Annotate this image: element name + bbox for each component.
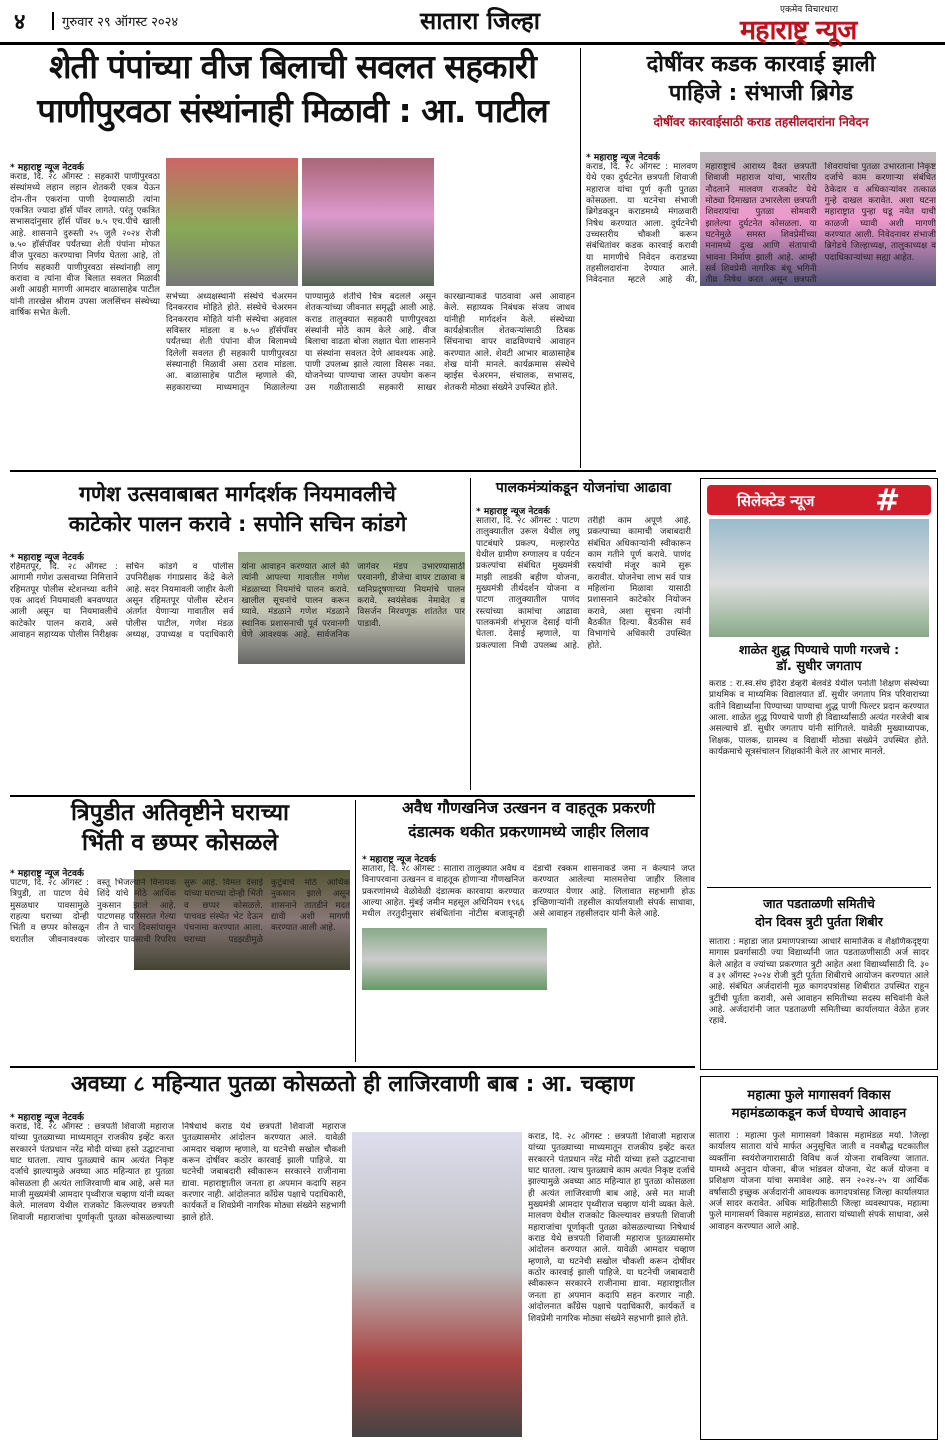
paper-tagline: एकमेव विचारधारा bbox=[780, 5, 839, 15]
byline: * महाराष्ट्र न्यूज नेटवर्क bbox=[10, 163, 84, 173]
byline: * महाराष्ट्र न्यूज नेटवर्क bbox=[476, 507, 550, 517]
headline-line-2: काटेकोर पालन करावे : सपोनि सचिन कांडगे bbox=[68, 512, 407, 537]
headline-line-2: दंडात्मक थकीत प्रकरणामध्ये जाहीर लिलाव bbox=[408, 822, 649, 841]
byline: * महाराष्ट्र न्यूज नेटवर्क bbox=[362, 855, 436, 865]
article-2-body: कराड, दि. २८ ऑगस्ट : मालवण येथे एका दुर्घटनेत छत्रपती शिवाजी महाराज यांचा पूर्ण कृती पुतळा कोसळला. या घटनेचा संभाजी ब्रिगेडकडून कराडमध्ये मंगळवारी निषेध करण्यात आला. दुर्घटनेची उच्चस्तरीय चौकशी करून संबंधितांवर कडक कारवाई करावी या मागणीचे निवेदन कराडच्या तहसीलदारांना देण्यात आले. निवेदनात म्हटले आहे की, महाराष्ट्राचे आराध्य दैवत छत्रपती शिवाजी महाराज यांचा, भारतीय नौदलाने मालवण राजकोट येथे मोठ्या दिमाखात उभारलेला छत्रपती शिवरायांचा पुतळा सोमवारी झालेल्या दुर्घटनेत कोसळला. या घटनेमुळे समस्त शिवप्रेमींच्या मनामध्ये दुःख आणि संतापाची भावना निर्माण झाली आहे. आम्ही सर्व शिवप्रेमी नागरिक बंधू भगिनी तीव्र निषेध करत असून छत्रपती शिवरायांचा पुतळा उभारताना निकृष्ट दर्जाचे काम करणाऱ्या संबंधित ठेकेदार व अधिकाऱ्यांवर तत्काळ गुन्हे दाखल करावेत. अशा घटना महाराष्ट्रात पुन्हा घडू नयेत याची काळजी घ्यावी अशी मागणी करण्यात आली. निवेदनावर संभाजी ब्रिगेडचे जिल्हाध्यक्ष, तालुकाध्यक्ष व पदाधिकाऱ्यांच्या सह्या आहेत. bbox=[586, 162, 936, 286]
page-number: ४ bbox=[14, 10, 26, 35]
headline-line-1: अवैध गौणखनिज उत्खनन व वाहतूक प्रकरणी bbox=[402, 799, 655, 817]
article-5-body: कराड : रा.स्व.संघ इंदिरा डेव्हरी बेलवंडे येथील पनोती शिक्षण संस्थेच्या प्राथमिक व माध्यमिक विद्यालयात डॉ. सुधीर जगताप मित्र परिवाराच्या वतीने विद्यार्थ्यांना पिण्याच्या पाण्याचा शुद्ध पाणी फिल्टर प्रदान करण्यात आला. शाळेत शुद्ध पिण्याचे पाणी ही विद्यार्थ्यांसाठी अत्यंत गरजेची बाब असल्याचे डॉ. सुधीर जगताप यांनी सांगितले. यावेळी मुख्याध्यापक, शिक्षक, पालक, ग्रामस्थ व विद्यार्थी मोठ्या संख्येने उपस्थित होते. कार्यक्रमाचे सूत्रसंचालन शिक्षकांनी केले तर आभार मानले. bbox=[709, 679, 929, 758]
article-3-headline bbox=[10, 482, 465, 536]
headline-line-2: पाणीपुरवठा संस्थांनाही मिळावी : आ. पाटील bbox=[37, 90, 548, 130]
headline-line-2: महामंडळाकडून कर्ज घेण्याचे आवाहन bbox=[731, 1106, 907, 1121]
hashtag-icon: # bbox=[875, 483, 901, 518]
headline-line-1: गणेश उत्सवाबाबत मार्गदर्शक नियमावलीचे bbox=[79, 482, 396, 506]
headline: पालकमंत्र्यांकडून योजनांचा आढावा bbox=[495, 480, 672, 496]
article-7-body: सातारा, दि. २८ ऑगस्ट : सातारा तालुक्यात अवैध व विनापरवाना उत्खनन व वाहतूक होणाऱ्या गौणखनिज प्रकरणांमध्ये वेळोवेळी दंडात्मक कारवाया करण्यात आल्या आहेत. मुंबई जमीन महसूल अधिनियम १९६६ मधील तरतुदीनुसार संबंधितांना नोटीस बजावूनही दंडाची रक्कम शासनाकडे जमा न केल्याने जप्त करण्यात आलेल्या मालमत्तेचा जाहीर लिलाव करण्यात येणार आहे. लिलावात सहभागी होऊ इच्छिणाऱ्यांनी तहसील कार्यालयाशी संपर्क साधावा, असे आवाहन तहसीलदार यांनी केले आहे. bbox=[362, 864, 695, 920]
speaker-photo bbox=[302, 158, 434, 286]
water-filter-photo bbox=[709, 519, 929, 637]
section-divider bbox=[10, 1066, 695, 1068]
article-9-body-left: कराड, दि. २८ ऑगस्ट : छत्रपती शिवाजी महाराज यांच्या पुतळ्याच्या माध्यमातून राजकीय इव्हेंट करत सरकारने पंतप्रधान नरेंद्र मोदी यांच्या हस्ते उद्घाटनाचा घाट घातला. त्याच पुतळ्याचे काम अत्यंत निकृष्ट दर्जाचे झाल्यामुळे अवघ्या आठ महिन्यात हा पुतळा कोसळला ही अत्यंत लाजिरवाणी बाब आहे, असे मत माजी मुख्यमंत्री आमदार पृथ्वीराज चव्हाण यांनी व्यक्त केले. मालवण येथील राजकोट किल्ल्यावर छत्रपती शिवाजी महाराजांचा पूर्णाकृती पुतळा कोसळल्याच्या निषेधार्थ कराड येथे छत्रपती शिवाजी महाराज पुतळ्यासमोर आंदोलन करण्यात आले. यावेळी आमदार चव्हाण म्हणाले, या घटनेची सखोल चौकशी करून दोषींवर कठोर कारवाई झाली पाहिजे. या घटनेची जबाबदारी स्वीकारून सरकारने राजीनामा द्यावा. महाराष्ट्रातील जनता हा अपमान कदापि सहन करणार नाही. आंदोलनात काँग्रेस पक्षाचे पदाधिकारी, कार्यकर्ते व शिवप्रेमी नागरिक मोठ्या संख्येने सहभागी झाले होते. bbox=[10, 1122, 346, 1223]
byline: * महाराष्ट्र न्यूज नेटवर्क bbox=[586, 153, 660, 163]
article-9-headline: अवघ्या ८ महिन्यात पुतळा कोसळतो ही लाजिरवाणी बाब : आ. चव्हाण bbox=[70, 1072, 635, 1097]
article-2-headline bbox=[586, 52, 936, 130]
paper-logo: महाराष्ट्र न्यूज bbox=[740, 15, 857, 46]
article-1-body: सभेच्या अध्यक्षस्थानी संस्थेचे चेअरमन दिनकरराव मोहिते होते. संस्थेचे चेअरमन दिनकरराव मोहिते यांनी संस्थेचा अहवाल सविस्तर मांडला व ७.५० हॉर्सपॉवर पर्यंतच्या शेती पंपांना वीज बिलामध्ये दिलेली सवलत ही सहकारी पाणीपुरवठा संस्थानाही मिळावी असा ठराव मांडला. आ. बाळासाहेब पाटील म्हणाले की, सहकाराच्या माध्यमातून मिळालेल्या पाण्यामुळे शेतीचे चित्र बदलले असून शेतकऱ्यांच्या जीवनात समृद्धी आली आहे. कराड तालुक्यात सहकारी पाणीपुरवठा संस्थांनी मोठे काम केले आहे. वीज बिलाचा वाढता बोजा लक्षात घेता शासनाने या संस्थांना सवलत देणे आवश्यक आहे. पाणी उपलब्ध झाले त्याला विसरू नका. योजनेच्या पाण्याचा जास्त उपयोग करून उस गळीतासाठी सहकारी साखर कारखान्याकडे पाठवावा असे आवाहन केले. सहाय्यक निबंधक संजय जाधव यांनीही मार्गदर्शन केले. संस्थेच्या कार्यक्षेत्रातील शेतकऱ्यांसाठी ठिबक सिंचनाचा वापर वाढविण्याचे आवाहन करण्यात आले. शेवटी आभार बाळासाहेब शेख यांनी मानले. कार्यक्रमास संस्थेचे व्हाईस चेअरमन, संचालक, सभासद, शेतकरी मोठ्या संख्येने उपस्थित होते. bbox=[166, 292, 575, 393]
article-8-body: सातारा : महाडा जात प्रमाणपत्राच्या आधारे सामाजिक व शैक्षणिकदृष्ट्या मागास प्रवर्गासाठी ज्या विद्यार्थ्यांनी जात पडताळणीसाठी अर्ज सादर केले आहेत व ज्यांच्या प्रकरणात त्रुटी आहेत अशा विद्यार्थ्यांसाठी दि. ३० व ३१ ऑगस्ट २०२४ रोजी त्रुटी पूर्तता शिबीराचे आयोजन करण्यात आले आहे. संबंधित अर्जदारांनी मूळ कागदपत्रांसह शिबीरात उपस्थित राहून त्रुटींची पूर्तता करावी, असे आवाहन समितीच्या सदस्य सचिवांनी केले आहे. अर्जदारांनी जात पडताळणी समितीच्या कार्यालयात वेळेत हजर रहावे. bbox=[709, 937, 929, 1027]
meeting-photo bbox=[166, 158, 298, 286]
headline-line-2: डॉ. सुधीर जगताप bbox=[776, 659, 862, 674]
headline-line-2: भिंती व छप्पर कोसळले bbox=[82, 830, 278, 857]
page-header bbox=[0, 0, 945, 45]
byline: * महाराष्ट्र न्यूज नेटवर्क bbox=[10, 1113, 84, 1123]
selected-news-banner bbox=[707, 483, 931, 518]
column-divider bbox=[470, 478, 471, 790]
issue-date: गुरुवार २९ ऑगस्ट २०२४ bbox=[52, 12, 178, 30]
article-3-body: रहिमतपूर, दि. २८ ऑगस्ट : आगामी गणेश उत्सवाच्या निमित्ताने रहिमतपूर पोलीस स्टेशनच्या वतीने एक आदर्श नियमावली बनवण्यात आली असून या नियमावलीचे काटेकोर पालन करावे, असे आवाहन सहाय्यक पोलीस निरीक्षक सचिन कांडगे व पोलीस उपनिरीक्षक गंगाप्रसाद केंद्रे केले आहे. सदर नियमावली जाहीर केली असून रहिमतपूर पोलीस स्टेशन अंतर्गत येणाऱ्या गावातील सर्व पोलीस पाटील, गणेश मंडळ अध्यक्ष, उपाध्यक्ष व पदाधिकारी यांना आवाहन करण्यात आले की त्यांनी आपल्या गावातील गणेश मंडळाच्या नियमांचे पालन करावे. खालील सूचनांचे पालन करून घ्यावे. मंडळाने गणेश मंडळाने स्थानिक प्रशासनाची पूर्व परवानगी घेणे आवश्यक आहे. सार्वजनिक जागेवर मंडप उभारण्यासाठी परवानगी, डीजेचा वापर टाळावा व ध्वनिप्रदूषणाच्या नियमांचे पालन करावे. स्वयंसेवक नेमावेत व विसर्जन मिरवणूक शांततेत पार पाडावी. bbox=[10, 562, 465, 641]
headline-line-1: त्रिपुडीत अतिवृष्टीने घराच्या bbox=[70, 800, 290, 826]
article-10-panel bbox=[700, 1076, 938, 1440]
section-divider bbox=[10, 795, 695, 797]
byline: * महाराष्ट्र न्यूज नेटवर्क bbox=[10, 553, 84, 563]
byline: * महाराष्ट्र न्यूज नेटवर्क bbox=[10, 869, 84, 879]
article-6-headline bbox=[10, 800, 350, 857]
headline-line-2: पाहिजे : संभाजी ब्रिगेड bbox=[668, 81, 854, 107]
article-4-body: सातारा, दि. २८ ऑगस्ट : पाटण तालुक्यातील उरूल येथील लघु पाटबंधारे प्रकल्प, मल्हारपेठ येथील ग्रामीण रुग्णालय व पर्यटन प्रकल्पांचा संबंधित मुख्यमंत्री माझी लाडकी बहीण योजना, मुख्यमंत्री तीर्थदर्शन योजना व पाटण तालुक्यातील पाणंद रस्त्यांच्या कामांचा आढावा पालकमंत्री शंभूराज देसाई यांनी घेतला. देसाई म्हणाले, या प्रकल्पाला निधी उपलब्ध आहे. तरीही काम अपूर्ण आहे. प्रकल्पाच्या कामाची जबाबदारी संबंधित अधिकाऱ्यांनी स्वीकारून काम गतीने पूर्ण करावे. पाणंद रस्त्यांची मंजूर कामे सुरू करावीत. योजनेचा लाभ सर्व पात्र महिलांना मिळावा यासाठी प्रशासनाने काटेकोर नियोजन करावे, अशा सूचना त्यांनी बैठकीत दिल्या. बैठकीस सर्व विभागांचे अधिकारी उपस्थित होते. bbox=[476, 516, 691, 651]
headline-line-1: महात्मा फुले मागासवर्ग विकास bbox=[747, 1088, 891, 1103]
headline-line-2: दोन दिवस त्रुटी पुर्तता शिबीर bbox=[755, 914, 883, 929]
article-7-headline bbox=[362, 800, 695, 842]
banner-label: सिलेक्टेड न्यूज bbox=[737, 492, 815, 510]
selected-news-panel bbox=[700, 478, 938, 1070]
headline-line-1: दोषींवर कडक कारवाई झाली bbox=[646, 52, 876, 77]
article-6-body: पाटण, दि. २८ ऑगस्ट : त्रिपुडी, ता पाटण येथे मुसळधार पावसामुळे राहत्या घराच्या दोन्ही भिंती व छप्पर कोसळून घरातील जीवनावश्यक वस्तू भिजल्याने विनायक शिंदे यांचे मोठे आर्थिक नुकसान झाले आहे. पाटणसह परिसरात गेल्या तीन ते चार दिवसांपासून जोरदार पावसाची रिपरिप सुरू आहे. विमल देसाई यांच्या घराच्या दोन्ही भिंती व छप्पर कोसळले. पाचवड संस्थेत भेट देऊन पंचनामा करण्यात आला. घराच्या पडझडीमुळे कुटुंबाचे मोठे आर्थिक नुकसान झाले असून शासनाने तातडीने मदत द्यावी अशी मागणी करण्यात आली आहे. bbox=[10, 878, 350, 945]
article-1-lead: कराड, दि. २८ ऑगस्ट : सहकारी पाणीपुरवठा संस्थांमध्ये लहान लहान शेतकरी एकत्र येऊन दोन-तीन एकरांना पाणी देण्यासाठी त्यांना एकत्रित ज्यादा हॉर्स पॉवर लागते. परंतु एकत्रित सभासदांनुसार हॉर्स पॉवर ७.५ एच.पीचे खाली आहे. शासनाने दुरुस्ती २५ जुलै २०२४ रोजी ७.५० हॉर्सपॉवर पर्यंतच्या शेती पंपांना मोफत वीज पुरवठा करण्याचा निर्णय घेतला आहे, तो निर्णय सहकारी पाणीपुरवठा संस्थांनाही लागू करावा व त्यांना वीज बिलात सवलत मिळावी अशी आग्रही मागणी आमदार बाळासाहेब पाटील यांनी तारखेस श्रीराम उपसा जलसिंचन संस्थेच्या वार्षिक सभेत केली. bbox=[10, 172, 160, 319]
headline-line-1: शाळेत शुद्ध पिण्याचे पाणी गरजचे : bbox=[738, 642, 900, 657]
headline-line-1: शेती पंपांच्या वीज बिलाची सवलत सहकारी bbox=[49, 47, 536, 86]
subheadline: दोषींवर कारवाईसाठी कराड तहसीलदारांना निवेदन bbox=[653, 114, 869, 129]
column-divider bbox=[355, 800, 356, 1062]
column-divider bbox=[580, 48, 581, 468]
headline-line-1: जात पडताळणी समितीचे bbox=[763, 896, 875, 911]
section-divider bbox=[10, 470, 936, 472]
statue-protest-photo bbox=[352, 1132, 522, 1437]
article-4-headline bbox=[476, 480, 691, 496]
section-title: सातारा जिल्हा bbox=[419, 7, 541, 35]
panel-divider bbox=[707, 887, 931, 888]
article-1-headline bbox=[10, 48, 575, 148]
article-9-body-right: कराड, दि. २८ ऑगस्ट : छत्रपती शिवाजी महाराज यांच्या पुतळ्याच्या माध्यमातून राजकीय इव्हेंट करत सरकारने पंतप्रधान नरेंद्र मोदी यांच्या हस्ते उद्घाटनाचा घाट घातला. त्याच पुतळ्याचे काम अत्यंत निकृष्ट दर्जाचे झाल्यामुळे अवघ्या आठ महिन्यात हा पुतळा कोसळला ही अत्यंत लाजिरवाणी बाब आहे, असे मत माजी मुख्यमंत्री आमदार पृथ्वीराज चव्हाण यांनी व्यक्त केले. मालवण येथील राजकोट किल्ल्यावर छत्रपती शिवाजी महाराजांचा पूर्णाकृती पुतळा कोसळल्याच्या निषेधार्थ कराड येथे छत्रपती शिवाजी महाराज पुतळ्यासमोर आंदोलन करण्यात आले. यावेळी आमदार चव्हाण म्हणाले, या घटनेची सखोल चौकशी करून दोषींवर कठोर कारवाई झाली पाहिजे. या घटनेची जबाबदारी स्वीकारून सरकारने राजीनामा द्यावा. महाराष्ट्रातील जनता हा अपमान कदापि सहन करणार नाही. आंदोलनात काँग्रेस पक्षाचे पदाधिकारी, कार्यकर्ते व शिवप्रेमी नागरिक मोठ्या संख्येने सहभागी झाले होते. bbox=[528, 1132, 695, 1324]
article-10-body: सातारा : महात्मा फुले मागासवर्ग विकास महामंडळ मर्या. जिल्हा कार्यालय सातारा यांचे मार्फत अनुसूचित जाती व नवबौद्ध घटकातील व्यक्तींना स्वयंरोजगारासाठी विविध कर्ज योजना राबविल्या जातात. यामध्ये अनुदान योजना, बीज भांडवल योजना, थेट कर्ज योजना व प्रशिक्षण योजना यांचा समावेश आहे. सन २०२४-२५ या आर्थिक वर्षासाठी इच्छुक अर्जदारांनी आवश्यक कागदपत्रांसह जिल्हा कार्यालयात अर्ज सादर करावेत. अधिक माहितीसाठी जिल्हा व्यवस्थापक, महात्मा फुले मागासवर्ग विकास महामंडळ, सातारा यांच्याशी संपर्क साधावा, असे आवाहन करण्यात आले आहे. bbox=[709, 1131, 929, 1232]
